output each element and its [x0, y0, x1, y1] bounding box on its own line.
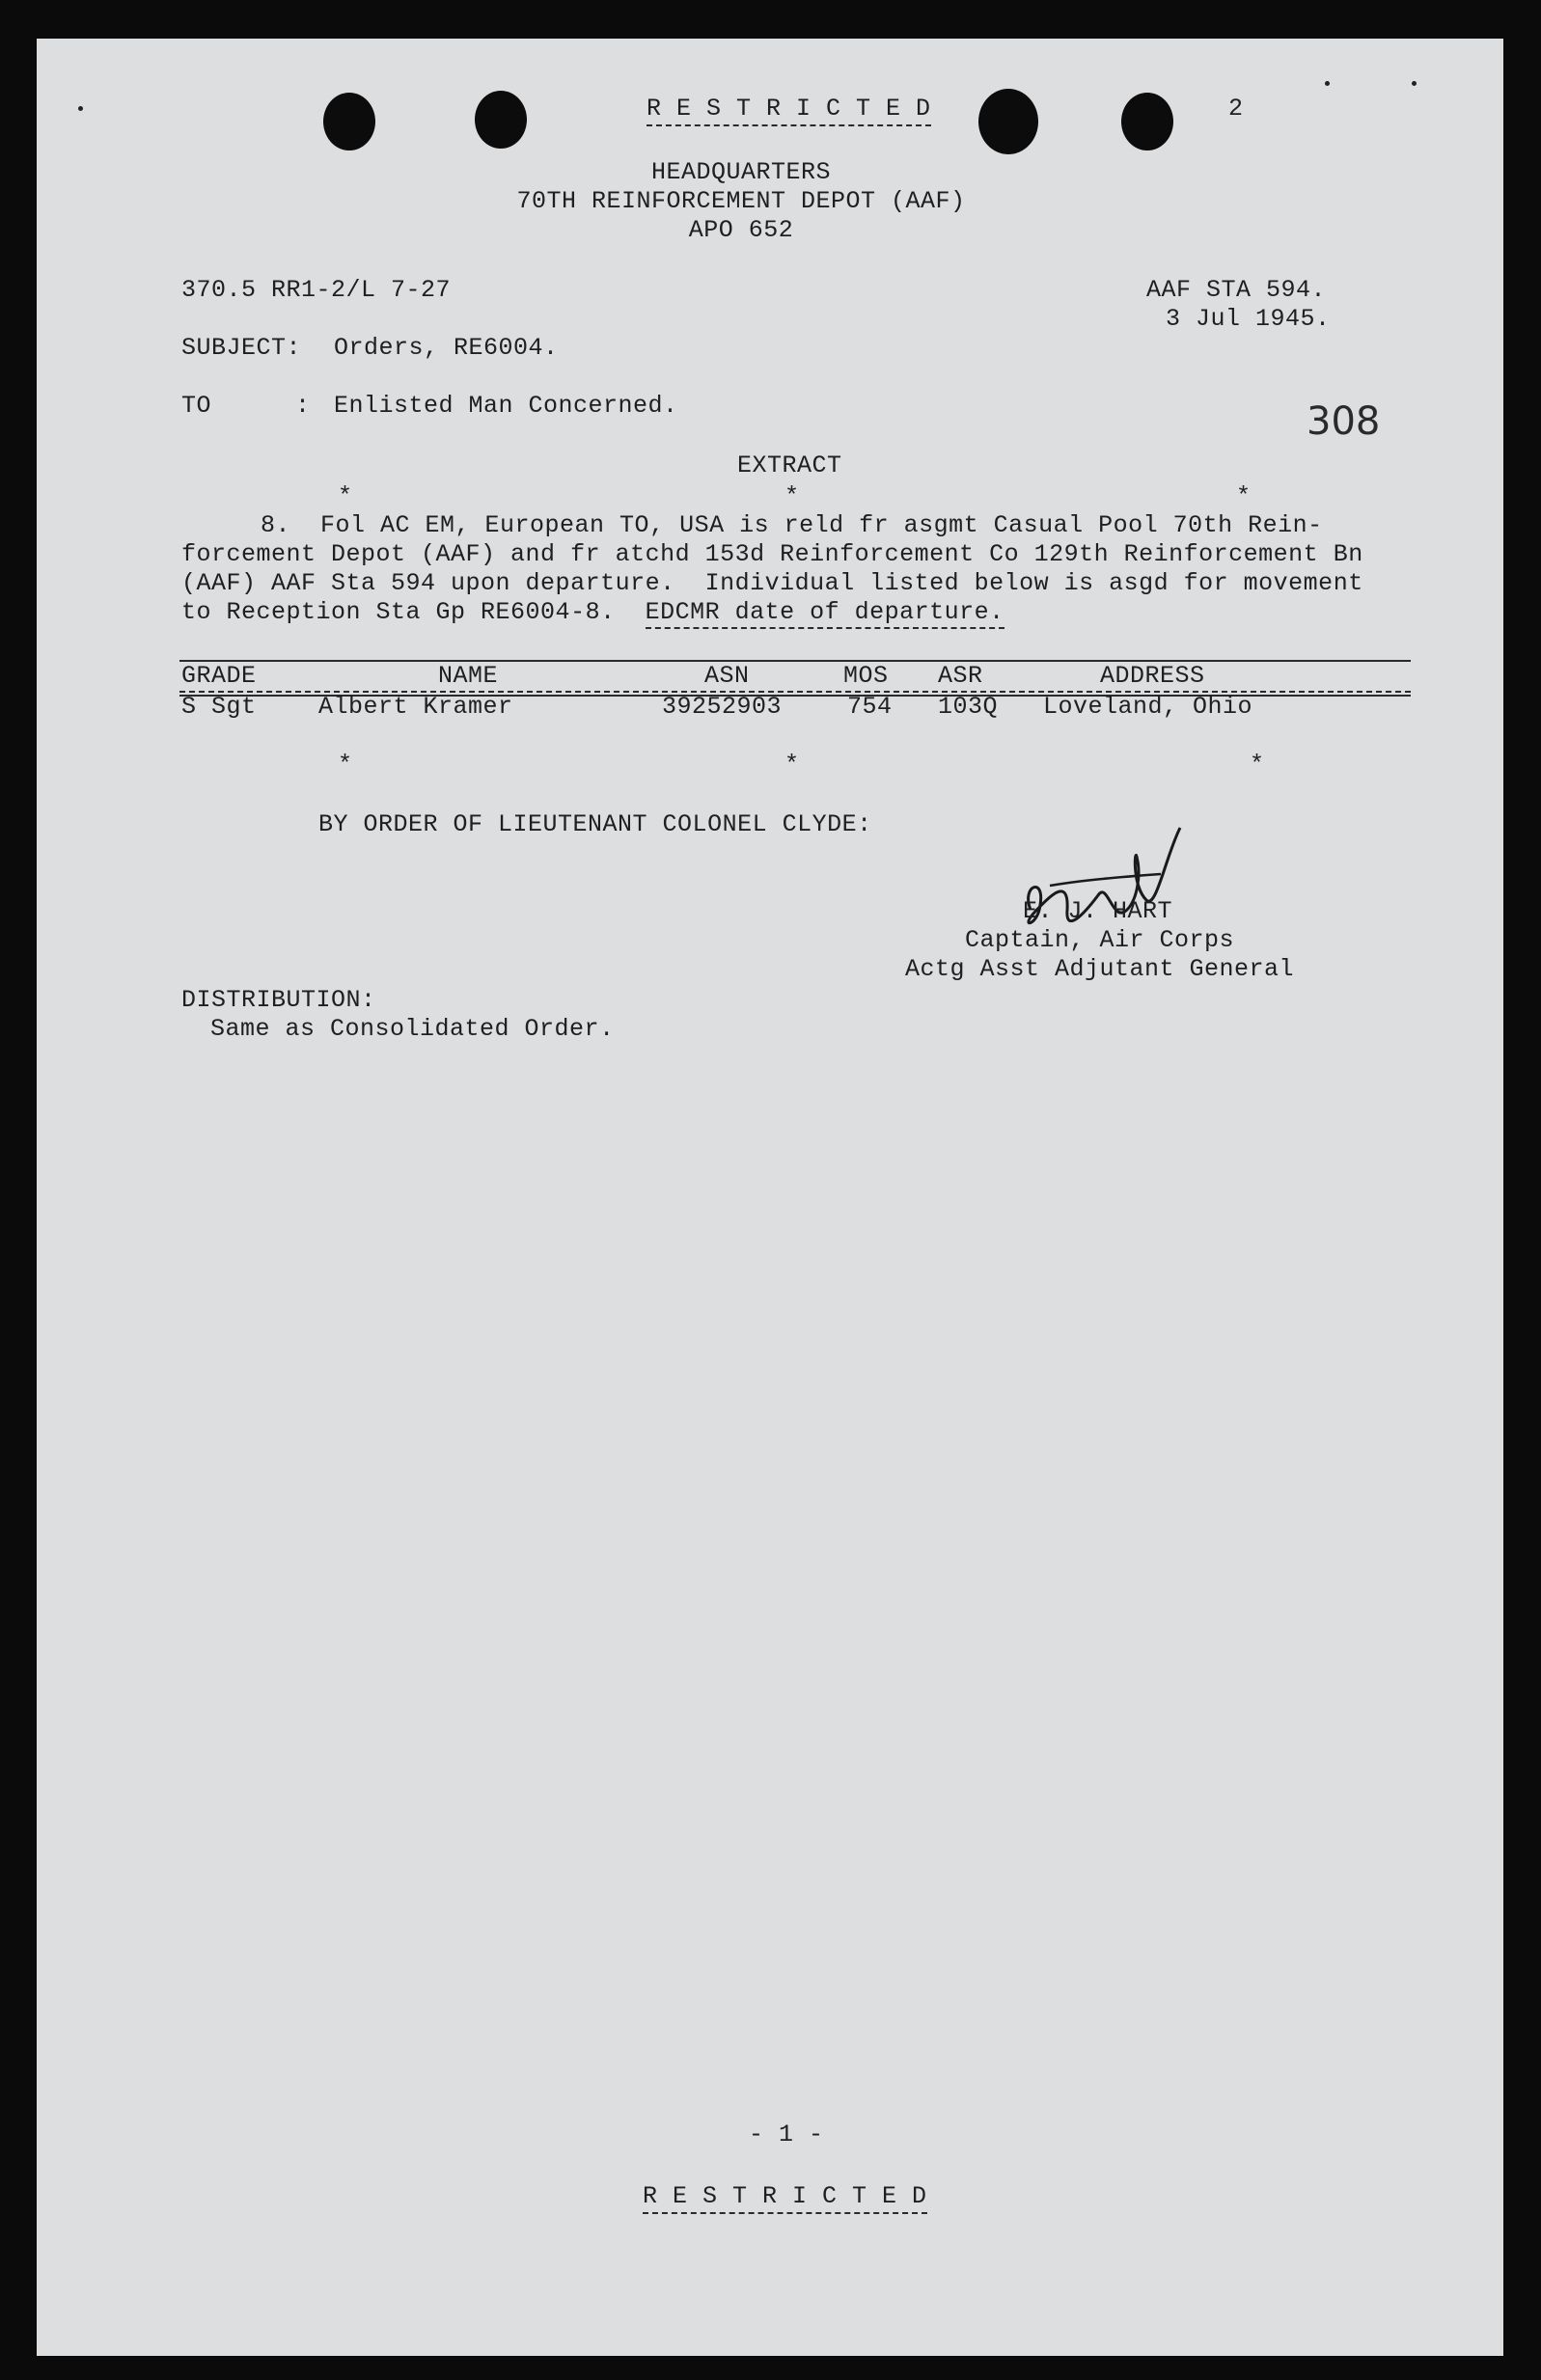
paragraph-line-4-underlined: EDCMR date of departure. [646, 598, 1004, 629]
file-reference: 370.5 RR1-2/L 7-27 [181, 276, 452, 304]
header-grade: GRADE [181, 662, 257, 690]
subject-value: Orders, RE6004. [334, 334, 559, 362]
header-asr: ASR [938, 662, 983, 690]
paragraph-line-1: 8. Fol AC EM, European TO, USA is reld fr asgmt Casual Pool 70th Rein- [261, 511, 1323, 539]
punch-hole-2 [475, 91, 527, 149]
to-value: Enlisted Man Concerned. [334, 392, 678, 420]
speck-1 [78, 106, 83, 111]
to-colon: : [295, 392, 311, 420]
stamp-number: 308 [1307, 399, 1381, 444]
cell-grade: S Sgt [181, 693, 257, 721]
cell-mos: 754 [847, 693, 893, 721]
table-top-rule [179, 660, 1411, 662]
asterisk-3: * [1236, 482, 1252, 510]
cell-asn: 39252903 [662, 693, 783, 721]
page-number: - 1 - [749, 2120, 824, 2148]
asterisk-2: * [784, 482, 800, 510]
header-name: NAME [438, 662, 499, 690]
org-line-2: 70TH REINFORCEMENT DEPOT (AAF) [516, 187, 966, 215]
page-corner-number: 2 [1228, 95, 1244, 123]
distribution-value: Same as Consolidated Order. [210, 1015, 615, 1043]
paragraph-line-4 [181, 598, 1004, 627]
asterisk-4: * [338, 751, 353, 779]
header-address: ADDRESS [1100, 662, 1205, 690]
signer-name: E. J. HART [1023, 897, 1173, 925]
subject-label: SUBJECT: [181, 334, 302, 362]
distribution-label: DISTRIBUTION: [181, 986, 376, 1014]
restricted-top: R E S T R I C T E D [647, 95, 931, 126]
punch-hole-3 [978, 89, 1038, 154]
cell-name: Albert Kramer [318, 693, 513, 721]
document-date: 3 Jul 1945. [1166, 305, 1331, 333]
punch-hole-4 [1121, 93, 1173, 150]
punch-hole-1 [323, 93, 375, 150]
asterisk-6: * [1250, 751, 1265, 779]
by-order-line: BY ORDER OF LIEUTENANT COLONEL CLYDE: [318, 810, 872, 838]
document-page [37, 39, 1503, 2356]
station: AAF STA 594. [1146, 276, 1327, 304]
signer-title: Actg Asst Adjutant General [905, 955, 1295, 983]
asterisk-5: * [784, 751, 800, 779]
paragraph-line-2: forcement Depot (AAF) and fr atchd 153d Reinforcement Co 129th Reinforcement Bn [181, 540, 1363, 568]
paragraph-line-4-text: to Reception Sta Gp RE6004-8. [181, 598, 646, 626]
asterisk-1: * [338, 482, 353, 510]
org-line-1: HEADQUARTERS [650, 158, 832, 186]
extract-title: EXTRACT [737, 451, 842, 479]
org-line-3: APO 652 [688, 216, 794, 244]
restricted-bottom: R E S T R I C T E D [643, 2182, 927, 2214]
cell-asr: 103Q [938, 693, 999, 721]
signer-rank: Captain, Air Corps [965, 926, 1235, 954]
paragraph-line-3: (AAF) AAF Sta 594 upon departure. Individual listed below is asgd for movement [181, 569, 1363, 597]
cell-address: Loveland, Ohio [1043, 693, 1253, 721]
header-asn: ASN [704, 662, 750, 690]
speck-3 [1412, 81, 1417, 86]
speck-2 [1325, 81, 1330, 86]
header-mos: MOS [843, 662, 889, 690]
to-label: TO [181, 392, 212, 420]
